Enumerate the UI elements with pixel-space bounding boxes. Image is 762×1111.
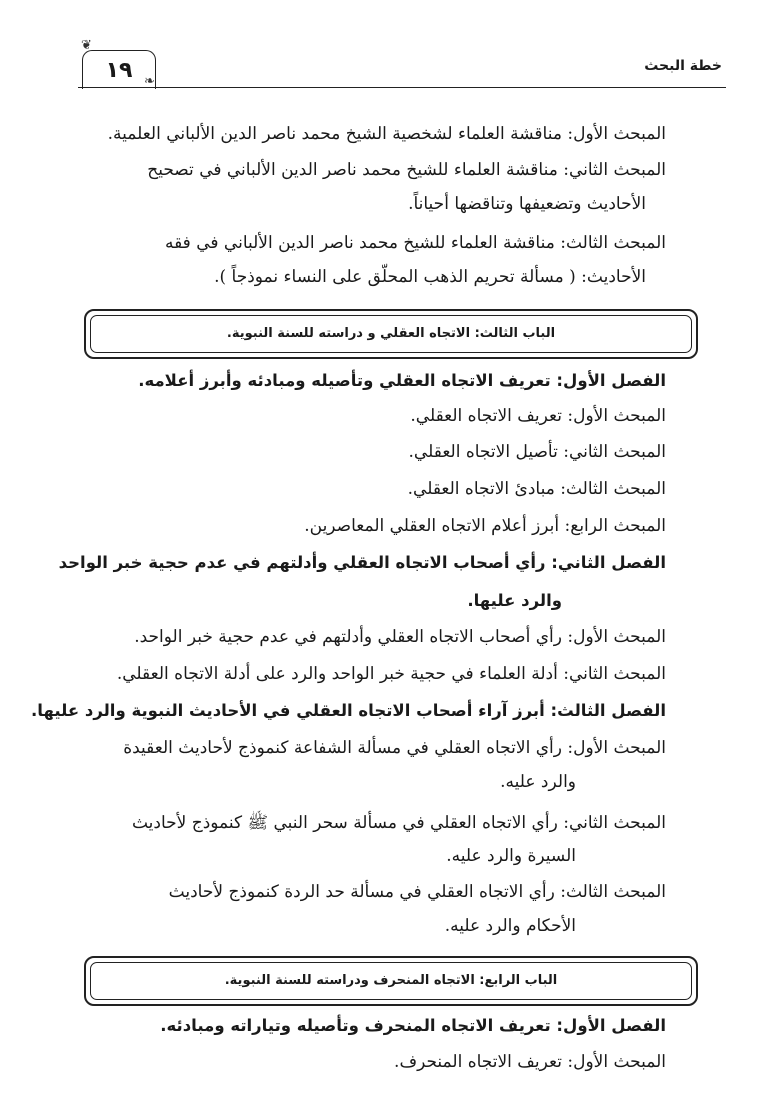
section-text: السيرة والرد عليه. (446, 846, 576, 866)
section-text: الأحكام والرد عليه. (444, 916, 576, 936)
section-line (409, 442, 666, 462)
chapter-line (31, 701, 666, 720)
section-line-continued (408, 194, 646, 214)
section-line-continued (446, 846, 576, 866)
page-number: ١٩ (82, 50, 156, 89)
section-line (410, 406, 666, 426)
section-text: رأي الاتجاه العقلي في مسألة سحر النبي ﷺ كنموذج لأحاديث (131, 813, 558, 833)
section-label: المبحث الأول: (567, 627, 666, 647)
section-line (108, 124, 666, 144)
chapter-label: الفصل الأول: (556, 1016, 666, 1035)
section-text: تأصيل الاتجاه العقلي. (408, 442, 558, 462)
part-heading: الباب الرابع: الاتجاه المنحرف ودراسته للسنة النبوية. (224, 973, 558, 988)
section-text: مناقشة العلماء للشيخ محمد ناصر الدين الألباني في فقه (164, 233, 555, 253)
corner-ornament-icon: ❦ (81, 38, 92, 53)
corner-ornament-icon: ❧ (144, 74, 155, 89)
chapter-text: أبرز آراء أصحاب الاتجاه العقلي في الأحاديث النبوية والرد عليها. (31, 701, 545, 720)
chapter-line (59, 553, 666, 572)
section-text: رأي الاتجاه العقلي في مسألة الشفاعة كنموذج لأحاديث العقيدة (123, 738, 562, 758)
section-line (169, 882, 666, 902)
section-label: المبحث الثالث: (560, 233, 666, 253)
section-line-continued (500, 772, 576, 792)
section-label: المبحث الثاني: (563, 442, 666, 462)
chapter-line (138, 371, 666, 390)
chapter-line (160, 1016, 666, 1035)
section-text: رأي الاتجاه العقلي في مسألة حد الردة كنموذج لأحاديث (168, 882, 555, 902)
section-line-continued (445, 916, 576, 936)
running-title: خطة البحث (644, 58, 722, 74)
section-line (304, 516, 666, 536)
part-heading-box (84, 309, 698, 359)
chapter-label: الفصل الأول: (556, 371, 666, 390)
section-text: تعريف الاتجاه المنحرف. (394, 1052, 562, 1072)
section-label: المبحث الأول: (567, 738, 666, 758)
section-line (132, 812, 666, 837)
section-label: المبحث الأول: (567, 406, 666, 426)
chapter-label: الفصل الثاني: (551, 553, 666, 572)
section-text: رأي أصحاب الاتجاه العقلي وأدلتهم في عدم حجية خبر الواحد. (134, 627, 562, 647)
section-line (394, 1052, 666, 1072)
section-text: الأحاديث: ( مسألة تحريم الذهب المحلّق على النساء نموذجاً ). (214, 267, 646, 287)
chapter-label: الفصل الثالث: (550, 701, 666, 720)
part-heading-box (84, 956, 698, 1006)
section-text: تعريف الاتجاه العقلي. (410, 406, 562, 426)
section-text: مناقشة العلماء للشيخ محمد ناصر الدين الألباني في تصحيح (147, 160, 558, 180)
section-line (123, 738, 666, 758)
chapter-text: رأي أصحاب الاتجاه العقلي وأدلتهم في عدم حجية خبر الواحد (58, 553, 546, 572)
section-line (147, 160, 666, 180)
chapter-text: تعريف الاتجاه المنحرف وتأصيله وتياراته ومبادئه. (160, 1016, 551, 1035)
section-label: المبحث الثالث: (560, 479, 666, 499)
section-label: المبحث الثاني: (563, 664, 666, 684)
chapter-line-continued (467, 591, 562, 610)
section-label: المبحث الرابع: (564, 516, 666, 536)
header-rule (78, 87, 726, 88)
section-line (408, 479, 666, 499)
chapter-text: والرد عليها. (467, 591, 562, 610)
section-line-continued (214, 267, 646, 287)
section-line (165, 233, 666, 253)
section-text: أدلة العلماء في حجية خبر الواحد والرد على أدلة الاتجاه العقلي. (116, 664, 558, 684)
section-line (134, 627, 666, 647)
chapter-text: تعريف الاتجاه العقلي وتأصيله ومبادئه وأبرز أعلامه. (138, 371, 551, 390)
section-label: المبحث الثاني: (563, 160, 666, 180)
section-label: المبحث الثاني: (563, 813, 666, 833)
section-text: مبادئ الاتجاه العقلي. (407, 479, 555, 499)
section-label: المبحث الثالث: (560, 882, 666, 902)
section-line (117, 664, 666, 684)
section-text: والرد عليه. (500, 772, 576, 792)
section-text: أبرز أعلام الاتجاه العقلي المعاصرين. (304, 516, 560, 536)
section-label: المبحث الأول: (567, 124, 666, 144)
section-text: مناقشة العلماء لشخصية الشيخ محمد ناصر الدين الألباني العلمية. (107, 124, 562, 144)
part-heading: الباب الثالث: الاتجاه العقلي و دراسته للسنة النبوية. (226, 326, 556, 341)
section-label: المبحث الأول: (567, 1052, 666, 1072)
section-text: الأحاديث وتضعيفها وتناقضها أحياناً. (408, 194, 646, 214)
